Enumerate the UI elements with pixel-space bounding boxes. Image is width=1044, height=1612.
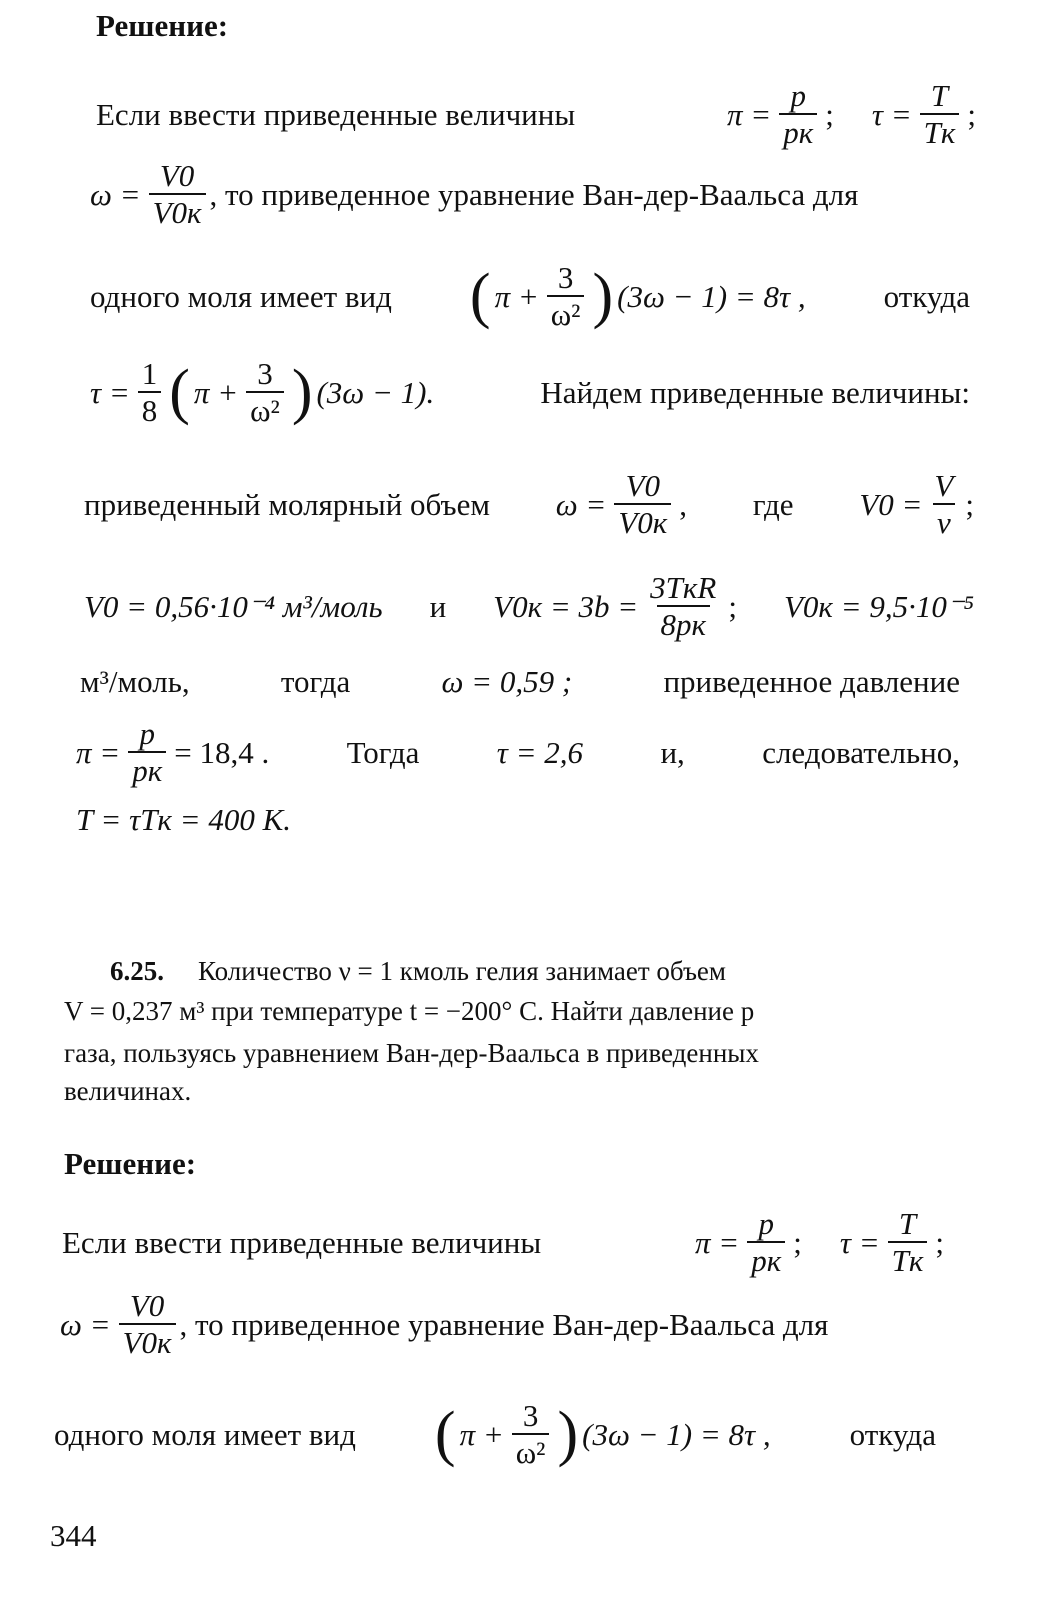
fraction xyxy=(747,1208,785,1276)
line-text: одного моля имеет вид xyxy=(54,1416,356,1452)
line-text: , то приведенное уравнение Ван-дер-Ваальса для xyxy=(209,176,859,212)
line-text: , то приведенное уравнение Ван-дер-Ваальса для xyxy=(179,1306,829,1342)
punctuation: ; xyxy=(825,96,834,132)
problem-number: 6.25. xyxy=(110,956,164,986)
numerator: V0 xyxy=(625,468,661,503)
formula-symbol: π = xyxy=(695,1224,740,1260)
page-number: 344 xyxy=(50,1518,97,1553)
problem-line: V = 0,237 м³ при температуре t = −200° C. Найти давление p xyxy=(64,996,755,1026)
fraction xyxy=(920,80,960,148)
text-line xyxy=(62,1208,944,1276)
text-line xyxy=(96,80,976,148)
solution-heading: Решение: xyxy=(64,1146,197,1181)
formula-pi-value xyxy=(76,718,269,786)
punctuation: ; xyxy=(793,1224,802,1260)
denominator: Tк xyxy=(888,1241,928,1276)
denominator: 8pк xyxy=(657,605,711,640)
numerator: V xyxy=(934,468,954,503)
text-line xyxy=(84,572,974,640)
paren: ) xyxy=(291,358,313,426)
formula-symbol: V0 = xyxy=(859,486,923,522)
text-line xyxy=(80,666,960,697)
line-text: м³/моль, xyxy=(80,664,190,699)
text-line xyxy=(90,262,970,330)
numerator: 1 xyxy=(141,356,158,391)
formula-pi xyxy=(695,1208,944,1276)
fraction xyxy=(512,1400,550,1468)
fraction xyxy=(119,1290,176,1358)
paren: ( xyxy=(469,262,491,330)
problem-line xyxy=(110,958,952,985)
text-line xyxy=(60,1290,950,1358)
problem-line: величинах. xyxy=(64,1076,192,1106)
line-text: Если ввести приведенные величины xyxy=(62,1224,542,1260)
fraction xyxy=(646,572,720,640)
denominator: ω² xyxy=(512,1433,550,1468)
formula-symbol: τ = xyxy=(871,96,912,132)
line-text: где xyxy=(752,486,794,522)
problem-line: газа, пользуясь уравнением Ван-дер-Ваальса в приведенных xyxy=(64,1038,759,1068)
punctuation: ; xyxy=(967,96,976,132)
numerator: 3 xyxy=(522,1398,539,1433)
paren: ) xyxy=(592,262,614,330)
fraction xyxy=(888,1208,928,1276)
punctuation: ; xyxy=(728,588,737,624)
denominator: pк xyxy=(779,113,817,148)
numerator: 3 xyxy=(257,356,273,391)
formula-omega xyxy=(90,160,210,228)
formula-symbol: ω = xyxy=(90,176,141,212)
formula-omega: ω = $\frac{V0}{V0к}$ , xyxy=(555,468,688,540)
formula-vdw xyxy=(435,1400,771,1468)
fraction xyxy=(930,470,957,538)
formula-symbol: (3ω − 1) = 8τ , xyxy=(582,1416,771,1452)
formula-symbol: V0к = 3b = xyxy=(493,588,639,624)
formula-text: τ = 2,6 xyxy=(496,734,584,770)
formula-symbol: τ = xyxy=(90,374,130,410)
line-text: приведенный молярный объем xyxy=(84,486,490,522)
fraction xyxy=(128,718,166,786)
formula-vdw xyxy=(470,262,806,330)
line-text: Если ввести приведенные величины xyxy=(96,96,576,132)
formula-text: V0 = 0,56·10⁻⁴ м³/моль xyxy=(84,588,383,624)
fraction xyxy=(614,470,671,538)
punctuation: ; xyxy=(935,1224,944,1260)
denominator: V0к xyxy=(149,193,206,228)
formula-v0 xyxy=(859,470,974,538)
text-line xyxy=(76,718,960,786)
numerator: T xyxy=(898,1206,917,1241)
denominator: Tк xyxy=(920,113,960,148)
fraction xyxy=(138,358,162,426)
formula-symbol: (3ω − 1) = 8τ , xyxy=(617,278,806,314)
formula-symbol: π = xyxy=(76,734,121,770)
fraction xyxy=(246,358,284,426)
formula-tau-expr xyxy=(90,358,434,426)
solution-heading: Решение: xyxy=(96,8,229,43)
text-line xyxy=(54,1400,936,1468)
fraction xyxy=(779,80,817,148)
text-line xyxy=(84,470,974,538)
formula-symbol: ω = xyxy=(60,1306,111,1342)
formula-pi xyxy=(727,80,976,148)
denominator: pк xyxy=(747,1241,785,1276)
denominator: V0к xyxy=(119,1323,176,1358)
line-text: откуда xyxy=(849,1416,936,1452)
formula-symbol: (3ω − 1). xyxy=(316,374,435,410)
formula-result: T = τTк = 400 K. xyxy=(76,802,292,837)
denominator: ω² xyxy=(547,295,585,330)
line-text: тогда xyxy=(280,664,351,699)
denominator: 8 xyxy=(138,391,162,426)
formula-text: ω = 0,59 ; xyxy=(441,664,573,699)
numerator: 3 xyxy=(557,260,574,295)
paren: ( xyxy=(434,1400,456,1468)
denominator: V0к xyxy=(614,503,671,538)
formula-omega xyxy=(60,1290,180,1358)
numerator: 3TкR xyxy=(650,570,717,605)
numerator: p xyxy=(139,716,155,751)
numerator: V0 xyxy=(129,1288,165,1323)
line-text: Тогда xyxy=(346,734,420,770)
denominator: ω² xyxy=(246,391,284,426)
formula-symbol: τ = xyxy=(839,1224,880,1260)
punctuation: ; xyxy=(965,486,974,522)
formula-symbol: π + xyxy=(494,278,539,314)
denominator: ν xyxy=(933,503,955,538)
line-text: и xyxy=(429,588,447,624)
formula-text: V0к = 9,5·10⁻⁵ xyxy=(783,588,974,624)
denominator: pк xyxy=(128,751,166,786)
formula-v0k xyxy=(493,572,737,640)
numerator: p xyxy=(790,78,806,113)
formula-symbol: π + xyxy=(193,374,239,410)
text-line xyxy=(90,358,970,426)
line-text: приведенное давление xyxy=(663,664,960,699)
paren: ) xyxy=(557,1400,579,1468)
line-text: откуда xyxy=(883,278,970,314)
problem-text: Количество ν = 1 кмоль гелия занимает объем xyxy=(198,956,726,986)
formula-symbol: ω = xyxy=(555,486,607,522)
formula-symbol: π = xyxy=(727,96,772,132)
paren: ( xyxy=(169,358,190,426)
numerator: p xyxy=(758,1206,774,1241)
formula-symbol: = 18,4 . xyxy=(174,734,270,770)
line-text: Найдем приведенные величины: xyxy=(540,374,970,410)
numerator: T xyxy=(930,78,949,113)
line-text: одного моля имеет вид xyxy=(90,278,392,314)
fraction xyxy=(547,262,585,330)
fraction xyxy=(149,160,206,228)
text-line xyxy=(90,160,980,228)
line-text: следовательно, xyxy=(762,734,960,770)
numerator: V0 xyxy=(159,158,195,193)
formula-symbol: π + xyxy=(459,1416,504,1452)
line-text: и, xyxy=(660,734,685,770)
